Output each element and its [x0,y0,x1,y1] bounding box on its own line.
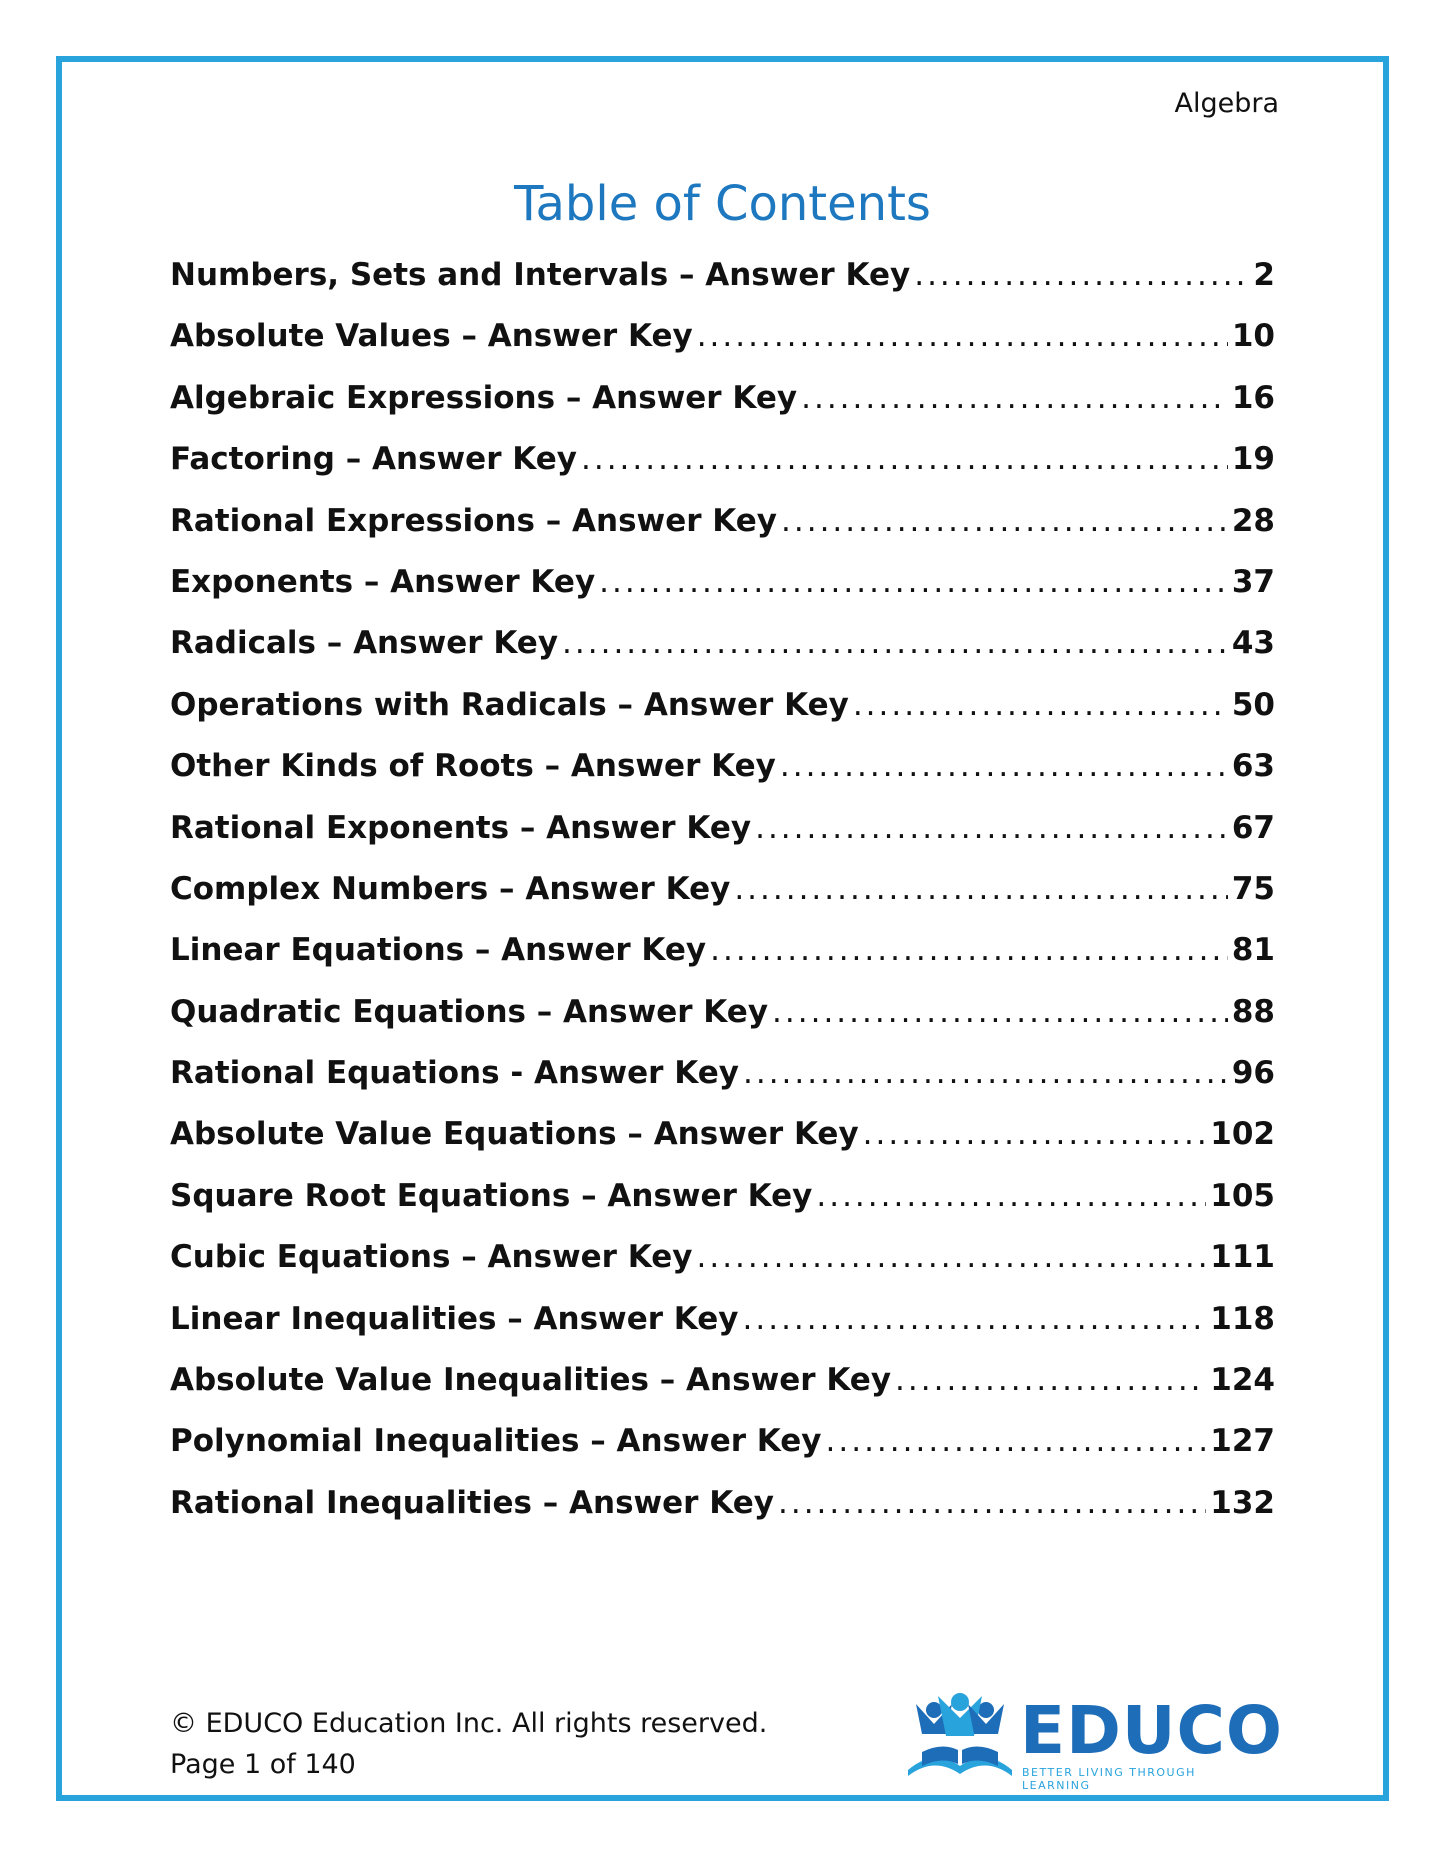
toc-entry[interactable] [170,1485,1275,1546]
toc-entry[interactable] [170,687,1275,748]
dot-leader [734,871,1228,907]
toc-entry-label: Factoring – Answer Key [170,441,577,478]
toc-entry[interactable] [170,380,1275,441]
toc-entry-page-number: 19 [1231,441,1275,478]
toc-entry-label: Cubic Equations – Answer Key [170,1239,693,1276]
toc-entry-page-number: 118 [1210,1300,1275,1337]
toc-entry-label: Radicals – Answer Key [170,625,559,662]
toc-entry[interactable] [170,318,1275,379]
toc-entry[interactable] [170,625,1275,686]
dot-leader [599,564,1228,600]
toc-entry-page-number: 50 [1231,686,1275,723]
toc-entry[interactable] [170,1239,1275,1300]
dot-leader [743,1055,1228,1091]
dot-leader [816,1178,1206,1214]
toc-entry-page-number: 28 [1231,502,1275,539]
toc-entry-page-number: 88 [1231,993,1275,1030]
toc-entry-page-number: 111 [1210,1239,1275,1276]
toc-entry-page-number: 16 [1231,379,1275,416]
toc-entry[interactable] [170,871,1275,932]
toc-entry[interactable] [170,257,1275,318]
toc-entry-page-number: 67 [1231,809,1275,846]
educo-logo-icon [902,1690,1020,1782]
toc-entry[interactable] [170,1423,1275,1484]
toc-entry-label: Rational Inequalities – Answer Key [170,1484,774,1521]
toc-entry[interactable] [170,994,1275,1055]
toc-entry-label: Rational Equations - Answer Key [170,1055,739,1092]
toc-entry-page-number: 81 [1231,932,1275,969]
dot-leader [772,994,1228,1030]
dot-leader [755,810,1228,846]
dot-leader [781,503,1228,539]
dot-leader [826,1423,1207,1459]
toc-entry[interactable] [170,1301,1275,1362]
dot-leader [581,441,1228,477]
dot-leader [853,687,1228,723]
toc-entry[interactable] [170,1055,1275,1116]
toc-entry-label: Rational Expressions – Answer Key [170,502,778,539]
dot-leader [801,380,1228,416]
dot-leader [743,1301,1207,1337]
toc-entry[interactable] [170,932,1275,993]
toc-entry-label: Linear Equations – Answer Key [170,932,707,969]
toc-entry-page-number: 127 [1210,1423,1275,1460]
toc-entry-label: Complex Numbers – Answer Key [170,870,731,907]
toc-entry[interactable] [170,564,1275,625]
dot-leader [696,1239,1206,1275]
subject-header: Algebra [1174,88,1279,119]
toc-entry[interactable] [170,748,1275,809]
toc-entry[interactable] [170,1362,1275,1423]
toc-entry-label: Square Root Equations – Answer Key [170,1177,813,1214]
toc-entry-page-number: 63 [1231,748,1275,785]
toc-entry-label: Absolute Value Equations – Answer Key [170,1116,859,1153]
toc-entry-page-number: 102 [1210,1116,1275,1153]
toc-entry-label: Rational Exponents – Answer Key [170,809,752,846]
dot-leader [710,932,1228,968]
toc-entry[interactable] [170,503,1275,564]
dot-leader [780,748,1228,784]
toc-entry-page-number: 105 [1210,1177,1275,1214]
toc-entry-page-number: 10 [1231,318,1275,355]
toc-entry-page-number: 2 [1253,257,1275,293]
page-title: Table of Contents [514,176,931,232]
dot-leader [863,1116,1207,1152]
toc-entry-label: Quadratic Equations – Answer Key [170,993,769,1030]
toc-entry-page-number: 96 [1231,1055,1275,1092]
toc-entry-label: Algebraic Expressions – Answer Key [170,379,798,416]
toc-entry-page-number: 37 [1231,563,1275,600]
toc-entry-label: Other Kinds of Roots – Answer Key [170,748,776,785]
copyright-notice: © EDUCO Education Inc. All rights reserved. [170,1708,768,1739]
toc-entry[interactable] [170,810,1275,871]
toc-entry-label: Operations with Radicals – Answer Key [170,686,849,723]
dot-leader [914,257,1249,293]
toc-entry-label: Numbers, Sets and Intervals – Answer Key [170,257,911,293]
toc-entry-label: Polynomial Inequalities – Answer Key [170,1423,822,1460]
toc-entry-label: Linear Inequalities – Answer Key [170,1300,739,1337]
page-indicator: Page 1 of 140 [170,1749,356,1780]
logo-wordmark: EDUCO [1020,1692,1284,1769]
logo-tagline: BETTER LIVING THROUGH LEARNING [1022,1766,1196,1792]
dot-leader [697,318,1228,354]
toc-entry[interactable] [170,1178,1275,1239]
toc-entry-label: Absolute Value Inequalities – Answer Key [170,1362,892,1399]
dot-leader [895,1362,1206,1398]
dot-leader [562,625,1228,661]
toc-entry[interactable] [170,441,1275,502]
table-of-contents [170,257,1275,1546]
toc-entry-page-number: 132 [1210,1484,1275,1521]
dot-leader [778,1485,1206,1521]
toc-entry-label: Absolute Values – Answer Key [170,318,693,355]
toc-entry-label: Exponents – Answer Key [170,563,596,600]
educo-logo [902,1690,1284,1792]
toc-entry-page-number: 75 [1231,870,1275,907]
toc-entry-page-number: 124 [1210,1362,1275,1399]
toc-entry[interactable] [170,1116,1275,1177]
toc-entry-page-number: 43 [1231,625,1275,662]
